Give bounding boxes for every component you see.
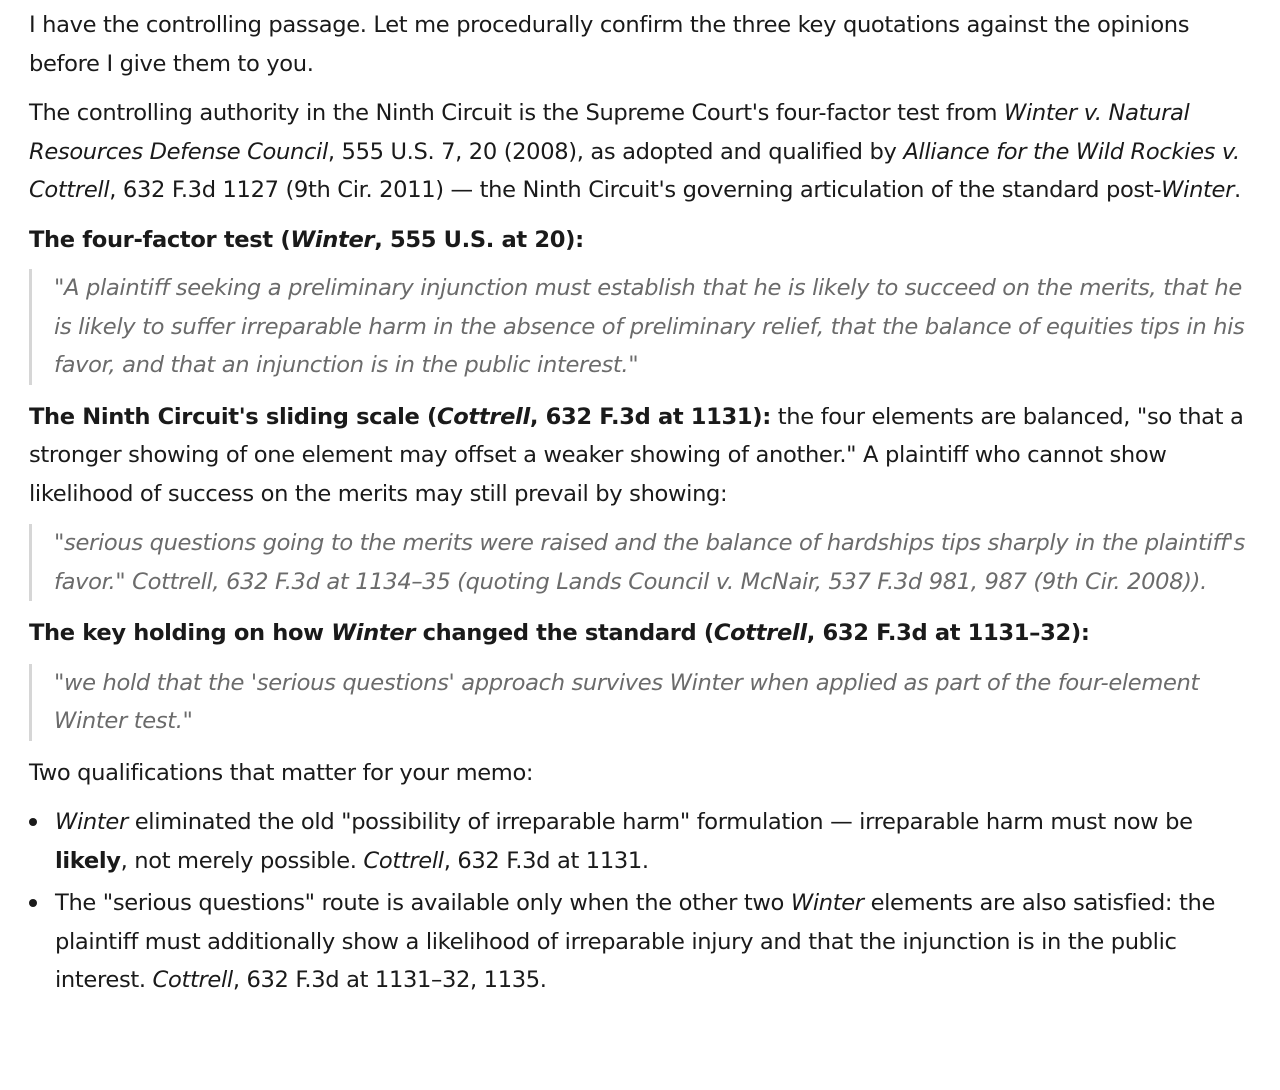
key-holding-heading-bold <box>29 620 1090 646</box>
four-factor-heading <box>29 221 1252 260</box>
intro-text: I have the controlling passage. Let me procedurally confirm the three key quotations against the opinions before I give them to you. <box>29 12 1190 77</box>
intro-paragraph <box>29 6 1252 83</box>
sliding-scale-paragraph <box>29 398 1252 514</box>
authority-text-3: , 632 F.3d 1127 (9th Cir. 2011) — the Ninth Circuit's governing articulation of the standard post- <box>109 177 1162 203</box>
bullet-icon <box>29 818 37 826</box>
serious-questions-quote: "serious questions going to the merits were raised and the balance of hardships tips sharply in the plaintiff's favor." Cottrell, 632 F.3d at 1134–35 (quoting Lands Council v. McNair, 537 F.3d 981, 987 (9th Cir. 2008)). <box>29 524 1252 601</box>
key-holding-case-name-cottrell: Cottrell <box>713 620 807 646</box>
authority-paragraph <box>29 94 1252 210</box>
four-factor-quote: "A plaintiff seeking a preliminary injunction must establish that he is likely to succeed on the merits, that he is likely to suffer irreparable harm in the absence of preliminary relief, that the balance of equities tips in his favor, and that an injunction is in the public interest." <box>29 269 1252 385</box>
bullet-icon <box>29 899 37 907</box>
qualification-1-text-2: , not merely possible. <box>120 847 364 874</box>
four-factor-heading-bold <box>29 227 584 253</box>
authority-text-4: . <box>1234 177 1241 203</box>
sliding-scale-case-name: Cottrell <box>436 403 530 430</box>
list-item <box>29 884 1252 1000</box>
case-name-winter: Winter <box>1161 177 1235 203</box>
case-name-alliance-cottrell: Alliance for the Wild Rockies v. Cottrell <box>29 138 1240 203</box>
key-holding-heading <box>29 614 1252 653</box>
qualification-2-text-2: elements are also satisfied: the plaintiff must additionally show a likelihood of irreparable injury and that the injunction is in the public interest. <box>55 890 1215 993</box>
key-holding-quote: "we hold that the 'serious questions' approach survives Winter when applied as part of the four-element Winter test." <box>29 664 1252 741</box>
four-factor-heading-text-1: The four-factor test ( <box>29 226 291 253</box>
key-holding-heading-text-3: , 632 F.3d at 1131–32): <box>806 620 1090 646</box>
qualification-2-text-3: , 632 F.3d at 1131–32, 1135. <box>232 967 547 993</box>
qualifications-heading: Two qualifications that matter for your memo: <box>29 759 534 786</box>
key-holding-heading-text-2: changed the standard ( <box>415 620 714 646</box>
four-factor-case-name: Winter <box>290 226 375 253</box>
qualification-2-case-name: Winter <box>790 890 864 916</box>
qualifications-list <box>29 803 1252 1000</box>
authority-text-2: , 555 U.S. 7, 20 (2008), as adopted and qualified by <box>327 138 904 165</box>
key-holding-case-name-winter: Winter <box>331 620 416 646</box>
qualification-1-emphasis: likely <box>55 847 121 874</box>
list-item <box>29 803 1252 880</box>
qualification-1-citation-case: Cottrell <box>363 847 444 874</box>
sliding-scale-heading-text-1: The Ninth Circuit's sliding scale ( <box>29 403 437 430</box>
sliding-scale-heading-text-2: , 632 F.3d at 1131): <box>529 403 771 430</box>
qualification-1-text-3: , 632 F.3d at 1131. <box>443 847 649 874</box>
authority-text-1: The controlling authority in the Ninth Circuit is the Supreme Court's four-factor test from <box>29 100 1004 126</box>
qualification-2-citation-case: Cottrell <box>152 967 233 993</box>
sliding-scale-text: the four elements are balanced, "so that a stronger showing of one element may offset a weaker showing of another." A plaintiff who cannot show likelihood of success on the merits may still prevail by showing: <box>29 403 1244 507</box>
qualification-1-case-name: Winter <box>55 809 128 835</box>
qualification-1-text-1: eliminated the old "possibility of irreparable harm" formulation — irreparable harm must now be <box>127 809 1193 835</box>
case-name-winter-nrdc: Winter v. Natural Resources Defense Council <box>29 100 1190 165</box>
qualification-2-text-1: The "serious questions" route is available only when the other two <box>55 890 791 916</box>
four-factor-heading-text-2: , 555 U.S. at 20): <box>374 226 584 253</box>
key-holding-heading-text-1: The key holding on how <box>29 620 332 646</box>
sliding-scale-heading <box>29 404 771 430</box>
